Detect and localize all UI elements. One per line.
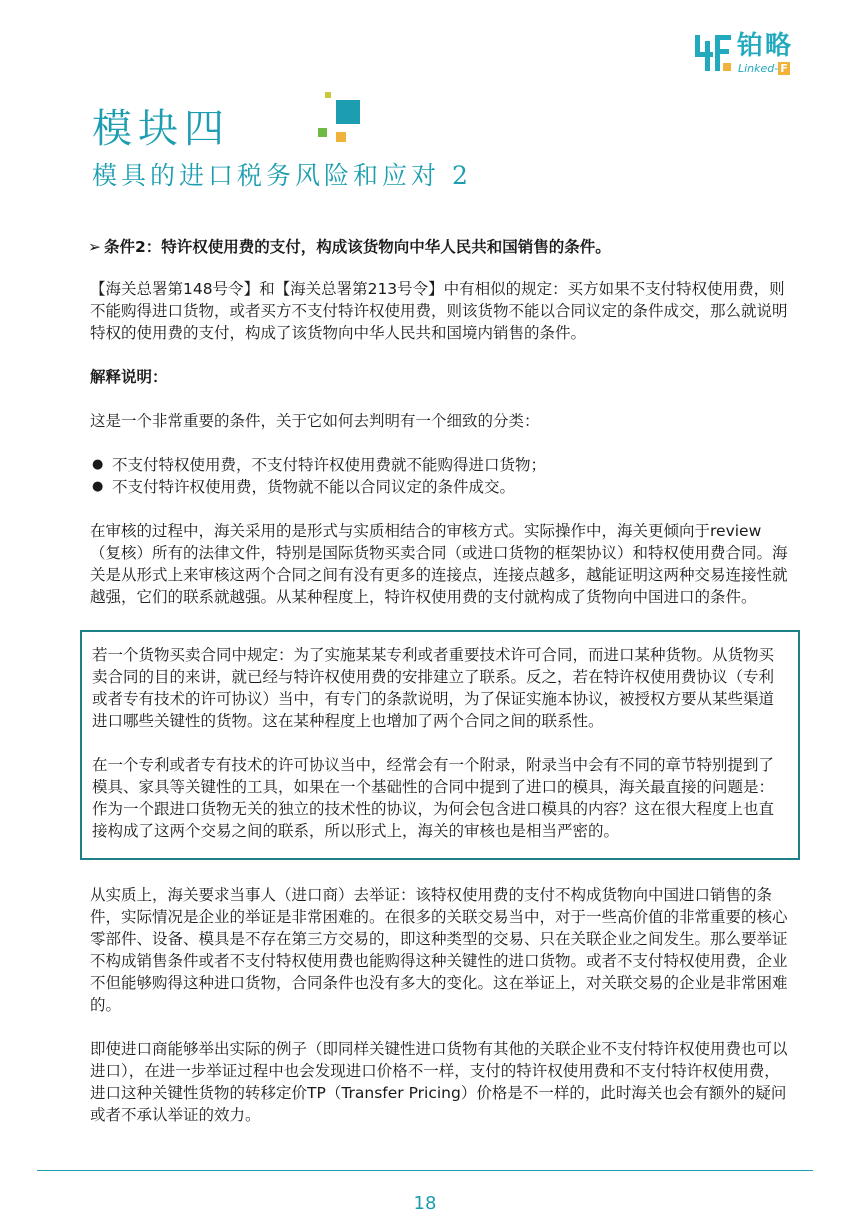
brand-logo	[693, 30, 813, 80]
footer-divider	[37, 1170, 813, 1171]
brand-name-cn: 铂略	[737, 31, 794, 61]
decor-square-green	[318, 128, 327, 137]
article-body	[90, 236, 790, 1126]
page-number: 18	[413, 1193, 437, 1214]
linkedf-logo-icon	[693, 33, 733, 73]
decor-square-large	[336, 100, 360, 124]
regulation-paragraph: 【海关总署第148号令】和【海关总署第213号令】中有相似的规定：买方如果不支付特权使用费，则不能购得进口货物，或者买方不支付特许权使用费，则该货物不能以合同议定的条件成交，那么就说明特权的使用费的支付，构成了该货物向中华人民共和国境内销售的条件。	[90, 280, 788, 342]
module-subtitle: 模具的进口税务风险和应对 2	[92, 161, 472, 190]
decor-square-yellow	[336, 132, 346, 142]
callout-paragraph: 若一个货物买卖合同中规定：为了实施某某专利或者重要技术许可合同，而进口某种货物。从货物买卖合同的目的来讲，就已经与特许权使用费的安排建立了联系。反之，若在特许权使用费协议（专利或者专有技术的许可协议）当中，有专门的条款说明，为了保证实施本协议，被授权方要从某些渠道进口哪些关键性的货物。这在某种程度上也增加了两个合同之间的联系性。	[92, 646, 775, 730]
list-item: ● 不支付特许权使用费，货物就不能以合同议定的条件成交。	[92, 478, 516, 496]
example-callout-box	[80, 630, 800, 860]
list-item: ● 不支付特权使用费，不支付特许权使用费就不能购得进口货物；	[92, 456, 547, 474]
review-paragraph: 在审核的过程中，海关采用的是形式与实质相结合的审核方式。实际操作中，海关更倾向于review（复核）所有的法律文件，特别是国际货物买卖合同（或进口货物的框架协议）和特权使用费合同。海关是从形式上来审核这两个合同之间有没有更多的连接点，连接点越多，越能证明这两种交易连接性就越强，它们的联系就越强。从某种程度上，特许权使用费的支付就构成了货物向中国进口的条件。	[90, 522, 788, 606]
condition-heading: ➢ 条件2：特许权使用费的支付，构成该货物向中华人民共和国销售的条件。	[88, 238, 611, 256]
decor-square-small	[325, 92, 331, 98]
brand-name-en: Linked- F	[738, 62, 788, 75]
condition-list	[90, 454, 790, 498]
substance-paragraph: 从实质上，海关要求当事人（进口商）去举证：该特权使用费的支付不构成货物向中国进口销售的条件，实际情况是企业的举证是非常困难的。在很多的关联交易当中，对于一些高价值的非常重要的核心零部件、设备、模具是不存在第三方交易的，即这种类型的交易、只在关联企业之间发生。那么要举证不构成销售条件或者不支付特权使用费也能购得这种关键性的进口货物。或者不支付特权使用费，企业不但能够购得这种进口货物，合同条件也没有多大的变化。这在举证上，对关联交易的企业是非常困难的。	[90, 886, 788, 1014]
arrow-bullet-icon: ➢	[88, 238, 101, 256]
transfer-pricing-paragraph: 即使进口商能够举出实际的例子（即同样关键性进口货物有其他的关联企业不支付特许权使用费也可以进口），在进一步举证过程中也会发现进口价格不一样，支付的特许权使用费和不支付特许权使用费，进口这种关键性货物的转移定价TP（Transfer Pricing）价格是不一样的，此时海关也会有额外的疑问或者不承认举证的效力。	[90, 1040, 788, 1124]
callout-paragraph: 在一个专利或者专有技术的许可协议当中，经常会有一个附录，附录当中会有不同的章节特别提到了模具、家具等关键性的工具，如果在一个基础性的合同中提到了进口的模具，海关最直接的问题是：作为一个跟进口货物无关的独立的技术性的协议，为何会包含进口模具的内容？这在很大程度上也直接构成了这两个交易之间的联系，所以形式上，海关的审核也是相当严密的。	[92, 756, 775, 840]
bullet-dot-icon: ●	[92, 479, 104, 494]
explanation-label: 解释说明：	[90, 368, 168, 386]
bullet-dot-icon: ●	[92, 457, 104, 472]
intro-paragraph: 这是一个非常重要的条件，关于它如何去判明有一个细致的分类：	[90, 412, 540, 430]
module-title: 模块四	[92, 106, 230, 152]
